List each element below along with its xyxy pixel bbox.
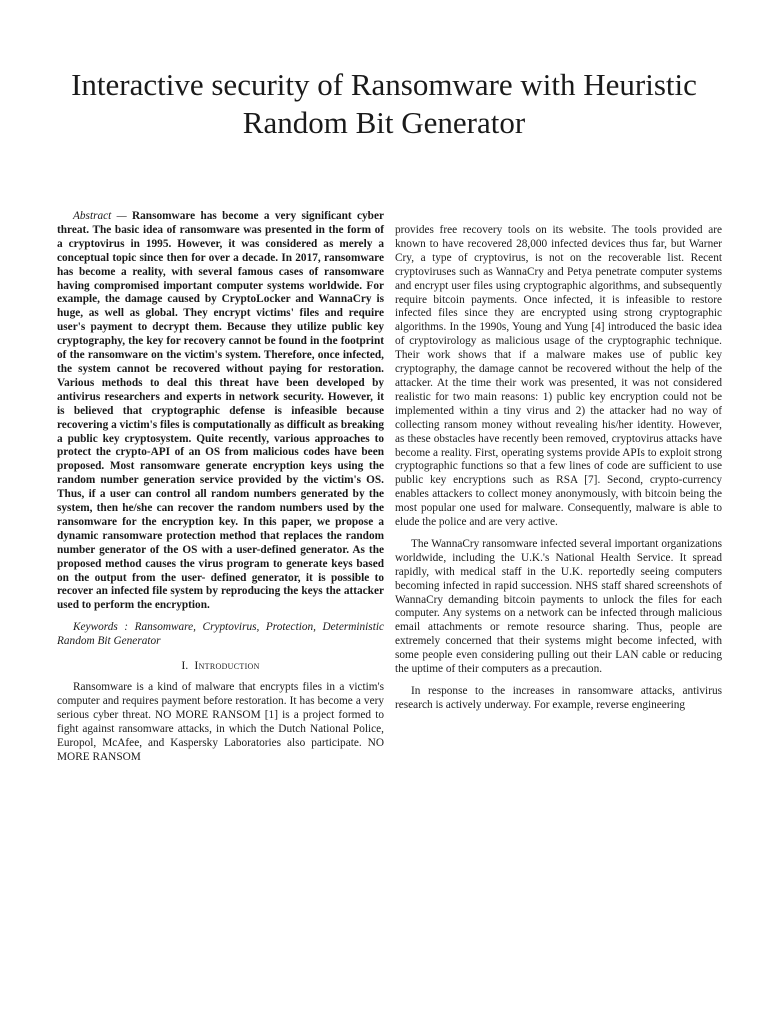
left-column xyxy=(57,210,384,772)
abstract xyxy=(57,210,384,613)
intro-paragraph-response: In response to the increases in ransomware attacks, antivirus research is actively underway. For example, reverse engineering xyxy=(395,685,722,711)
abstract-label: Abstract xyxy=(73,210,112,222)
paper-title-line-2: Random Bit Generator xyxy=(242,105,526,140)
right-column xyxy=(395,224,722,721)
section-title: Introduction xyxy=(194,658,260,673)
intro-paragraph-continued: provides free recovery tools on its website. The tools provided are known to have recovered 28,000 infected devices thus far, but Warner Cry, a type of cryptovirus, is not on the recoverable list. Recent cryptoviruses such as WannaCry and Petya penetrate computer systems and encrypt user files using cryptographic algorithms, and subsequently require bitcoin payments. Once infected, it is infeasible to restore infected files since they are encrypted using strong cryptographic algorithms. In the 1990s, Young and Yung [4] introduced the basic idea of cryptovirology as malicious usage of the cryptographic technique. Their work shows that if a malware makes use of public key cryptography, the damage cannot be recovered without the help of the attacker. At the time their work was presented, it was not considered realistic for two main reasons: 1) public key encryption could not be implemented within a tiny virus and 2) the attacker had no way of collecting ransom money without revealing his/her identity. However, as these obstacles have recently been removed, cryptovirus attacks have become a reality. First, operating systems provide APIs to exploit strong cryptographic functions so that a few lines of code are sufficient to use public key encryptions such as RSA [7]. Second, crypto-currency enables attackers to collect money anonymously, with bitcoin being the most popular one used for malware. Consequently, malware is able to elude the police and are very active. xyxy=(395,224,722,529)
keywords: Keywords : Ransomware, Cryptovirus, Protection, Deterministic Random Bit Generator xyxy=(57,621,384,648)
section-number: I. xyxy=(181,658,189,673)
abstract-dash: — xyxy=(111,210,132,222)
paper-title-line-1: Interactive security of Ransomware with Heuristic xyxy=(71,67,697,102)
intro-paragraph-1: Ransomware is a kind of malware that encrypts files in a victim's computer and requires payment before restoration. It has become a very serious cyber threat. NO MORE RANSOM [1] is a project formed to fight against ransomware attacks, in which the Dutch National Police, Europol, McAfee, and Kaspersky Laboratories also participate. NO MORE RANSOM xyxy=(57,681,384,763)
abstract-text: Ransomware has become a very significant cyber threat. The basic idea of ransomware was presented in the form of a cryptovirus in 1995. However, it was considered as merely a conceptual topic since then for over a decade. In 2017, ransomware has become a reality, with several famous cases of ransomware having compromised important computer systems worldwide. For example, the damage caused by CryptoLocker and WannaCry is huge, as well as global. They encrypt victims' files and require user's payment to decrypt them. Because they utilize public key cryptography, the key for recovery cannot be found in the footprint of the ransomware on the victim's system. Therefore, once infected, the system cannot be recovered without paying for restoration. Various methods to deal this threat have been developed by antivirus researchers and experts in network security. However, it is believed that cryptographic defense is infeasible because recovering a victim's files is computationally as difficult as breaking a public key cryptosystem. Quite recently, various approaches to protect the crypto-API of an OS from malicious codes have been proposed. Most ransomware generate encryption keys using the random number generation service provided by the victim's OS. Thus, if a user can control all random numbers generated by the system, then he/she can recover the random numbers used by the ransomware for the encryption key. In this paper, we propose a dynamic ransomware protection method that replaces the random number generator of the OS with a user-defined generator. As the proposed method causes the virus program to generate keys based on the output from the user- defined generator, it is possible to recover an infected file system by reproducing the keys the attacker used to perform the encryption. xyxy=(57,210,384,612)
intro-paragraph-wannacry: The WannaCry ransomware infected several important organizations worldwide, including the U.K.'s National Health Service. It spread rapidly, with medical staff in the U.K. reportedly seeing computers becoming infected in rapid succession. NHS staff shared screenshots of WannaCry demanding bitcoin payments to unlock the files for each computer. Any systems on a network can be infected through malicious email attachments or remote resource sharing. Thus, people are extremely concerned that their systems might become infected, with some people even considering pulling out their LAN cable or reducing the uptime of their computers as a precaution. xyxy=(395,537,722,676)
paper-title xyxy=(40,66,728,142)
section-heading-introduction xyxy=(57,659,384,673)
